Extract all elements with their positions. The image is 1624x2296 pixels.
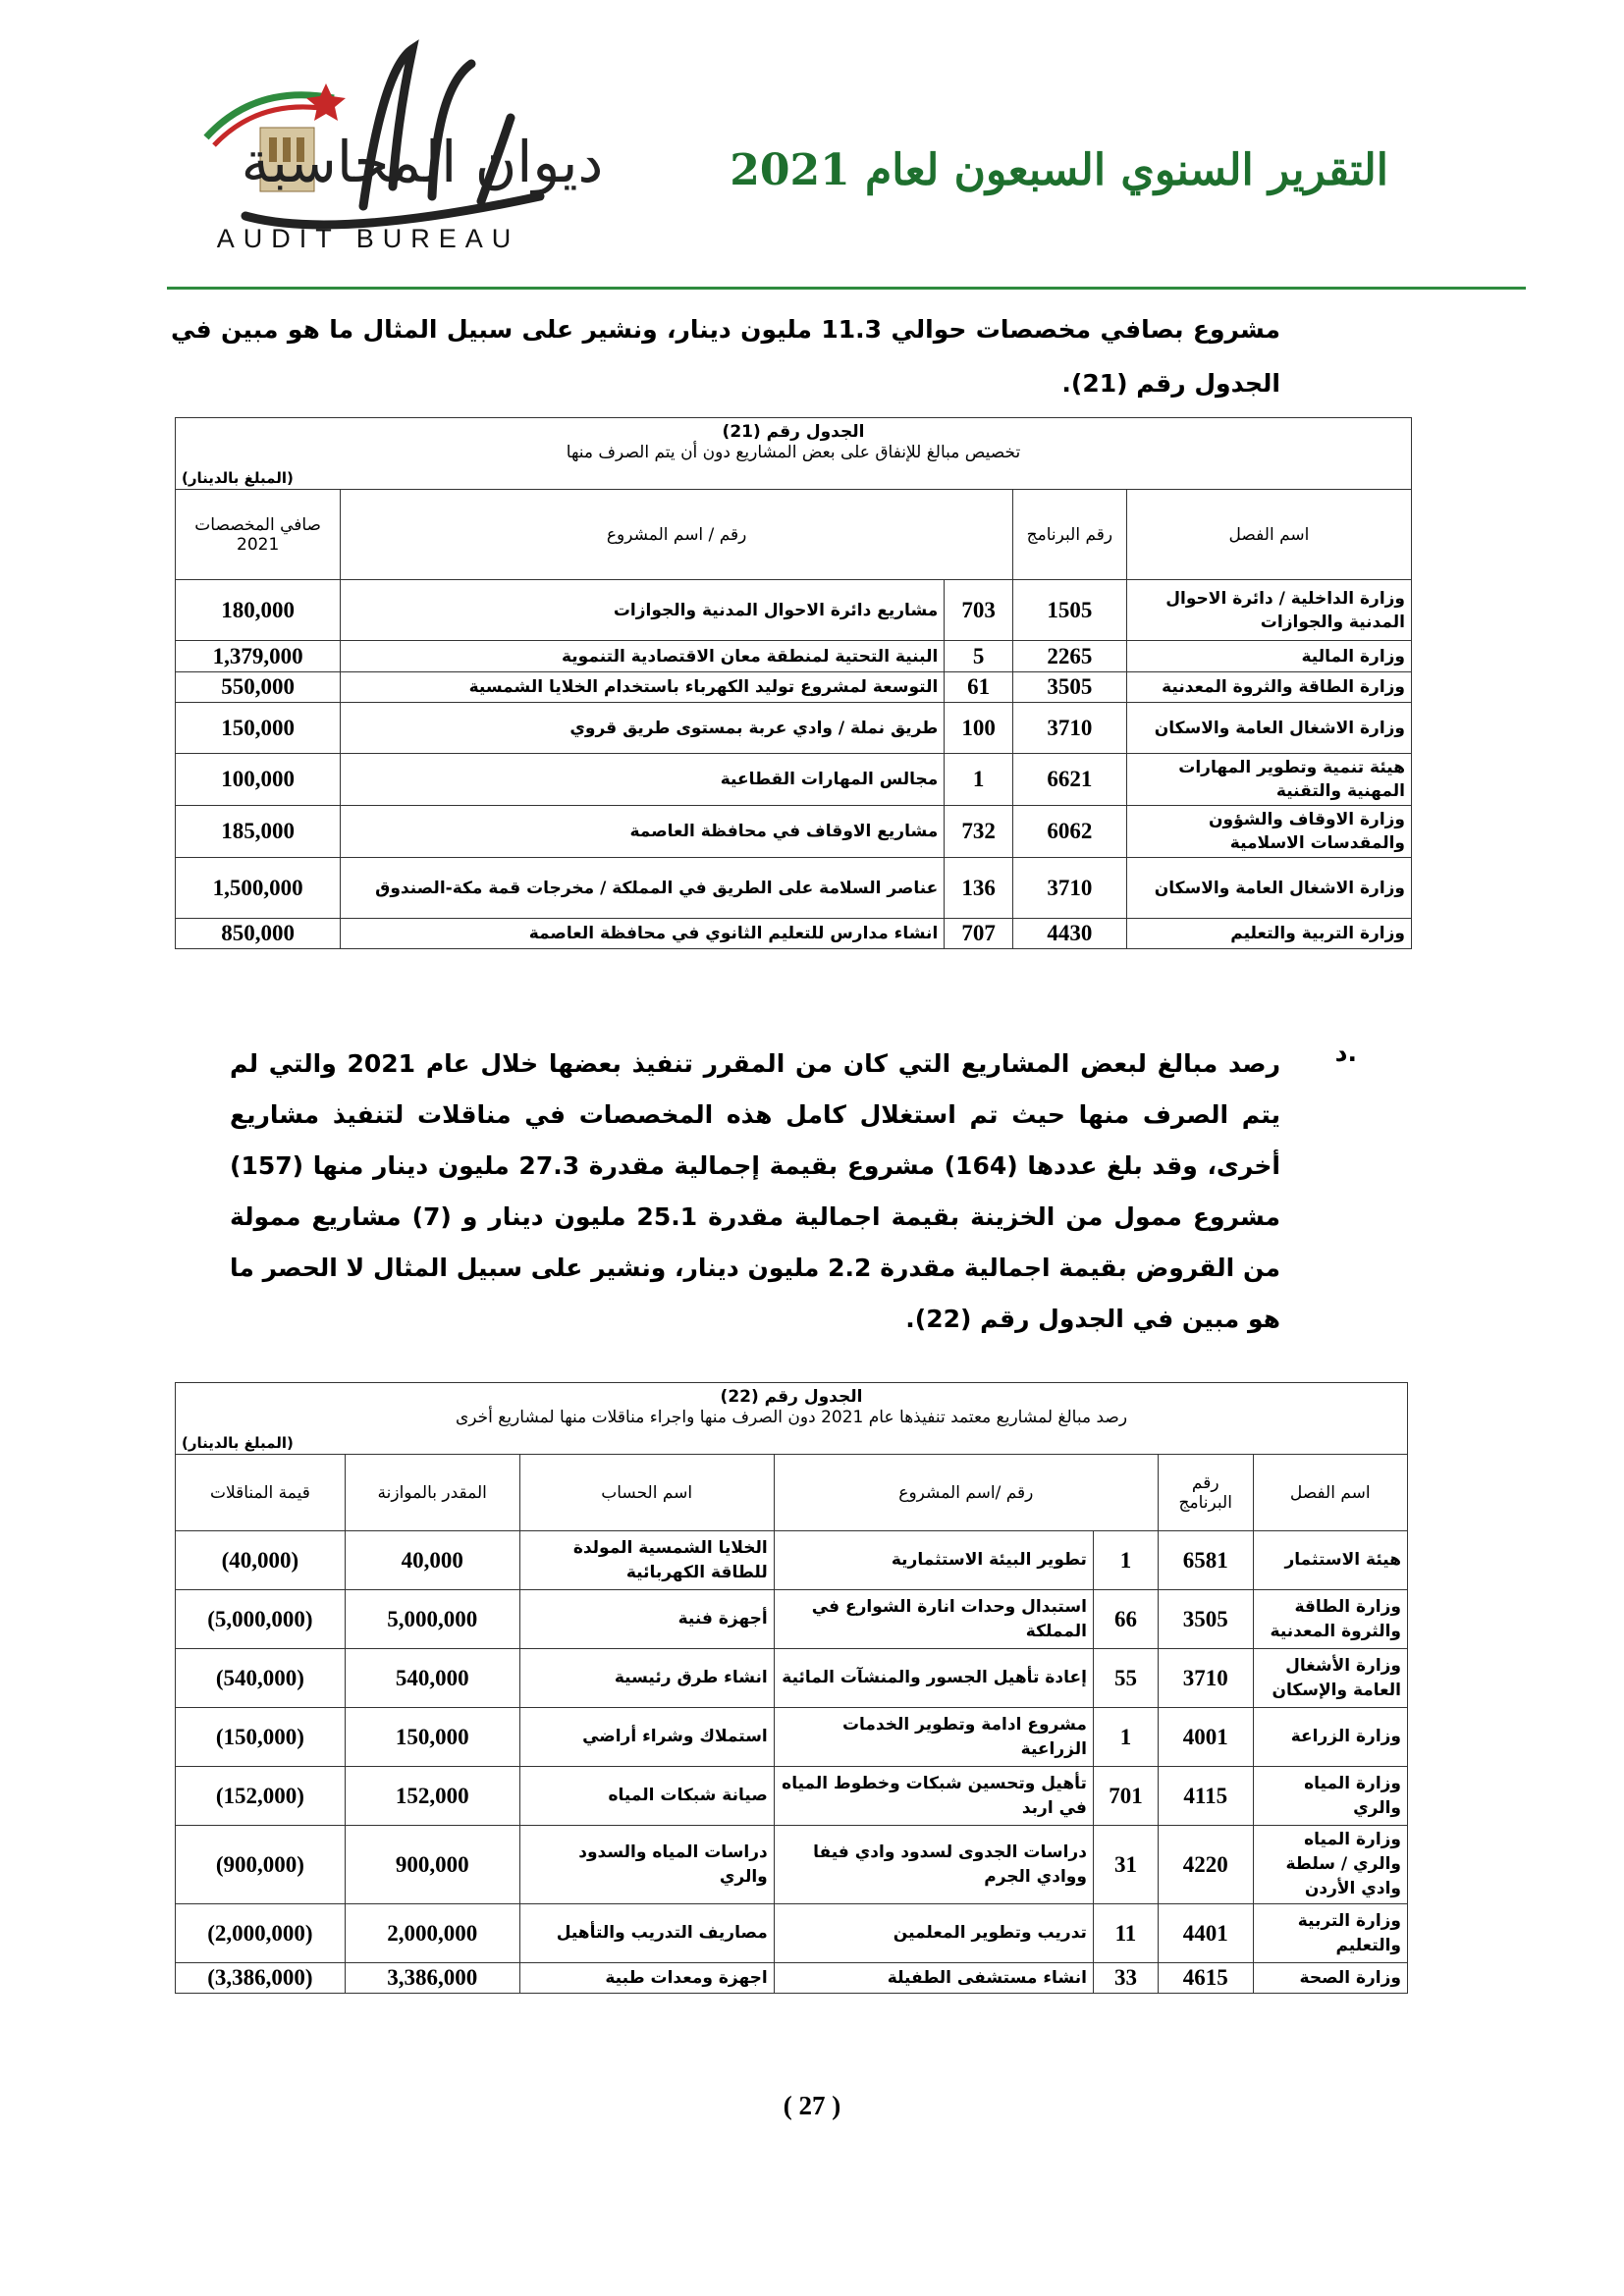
cell-program: 4430 [1012,919,1126,949]
table-row [176,1531,1408,1590]
cell-project-name: التوسعة لمشروع توليد الكهرباء باستخدام الخلايا الشمسية [341,672,945,703]
cell-account-name: صيانة شبكات المياه [519,1767,774,1826]
cell-budget: 5,000,000 [345,1590,519,1649]
cell-account-name: دراسات المياه والسدود والري [519,1826,774,1904]
table-row [176,754,1412,806]
cell-transfer: (150,000) [176,1708,346,1767]
cell-project-name: مشاريع الاوقاف في محافظة العاصمة [341,806,945,858]
cell-transfer: (5,000,000) [176,1590,346,1649]
paragraph-transfers: رصد مبالغ لبعض المشاريع التي كان من المقرر تنفيذ بعضها خلال عام 2021 والتي لم يتم الصرف منها حيث تم استغلال كامل هذه المخصصات في مناقلات لتنفيذ مشاريع أخرى، وقد بلغ عددها (164) مشروع بقيمة إجمالية مقدرة 27.3 مليون دينار منها (157) مشروع ممول من الخزينة بقيمة اجمالية مقدرة 25.1 مليون دينار و (7) مشاريع ممولة من القروض بقيمة اجمالية مقدرة 2.2 مليون دينار، ونشير على سبيل المثال لا الحصر ما هو مبين في الجدول رقم (22). [230,1049,1280,1333]
cell-budget: 2,000,000 [345,1904,519,1963]
cell-budget: 3,386,000 [345,1963,519,1994]
cell-program: 2265 [1012,641,1126,672]
cell-account-name: مصاريف التدريب والتأهيل [519,1904,774,1963]
page-number: ( 27 ) [783,2091,841,2120]
col-header-budget: المقدر بالموازنة [345,1455,519,1531]
cell-transfer: (3,386,000) [176,1963,346,1994]
cell-program: 6581 [1158,1531,1253,1590]
cell-account-name: الخلايا الشمسية المولدة للطاقة الكهربائية [519,1531,774,1590]
col-header-chapter: اسم الفصل [1126,490,1411,580]
cell-project-name: تدريب وتطوير المعلمين [774,1904,1093,1963]
col-header-transfer: قيمة المناقلات [176,1455,346,1531]
cell-net-allocation: 150,000 [176,703,341,754]
table-22-unit: (المبلغ بالدينار) [176,1432,1408,1455]
table-row [176,580,1412,641]
cell-project-name: انشاء مستشفى الطفيلة [774,1963,1093,1994]
cell-transfer: (540,000) [176,1649,346,1708]
table-row [176,672,1412,703]
cell-project-number: 1 [1093,1531,1158,1590]
col-header-account: اسم الحساب [519,1455,774,1531]
cell-program: 4001 [1158,1708,1253,1767]
table-row [176,703,1412,754]
paragraph-intro: مشروع بصافي مخصصات حوالي 11.3 مليون دينار، ونشير على سبيل المثال ما هو مبين في الجدول رقم (21). [171,315,1280,398]
list-marker-d: د. [1334,1039,1357,1067]
cell-chapter: وزارة الاوقاف والشؤون والمقدسات الاسلامية [1126,806,1411,858]
cell-program: 1505 [1012,580,1126,641]
cell-project-number: 55 [1093,1649,1158,1708]
cell-project-name: طريق نملة / وادي عربة بمستوى طريق قروي [341,703,945,754]
cell-budget: 540,000 [345,1649,519,1708]
table-21 [175,417,1412,949]
cell-chapter: وزارة التربية والتعليم [1126,919,1411,949]
cell-program: 6062 [1012,806,1126,858]
cell-chapter: وزارة المالية [1126,641,1411,672]
cell-net-allocation: 550,000 [176,672,341,703]
table-row [176,1826,1408,1904]
cell-chapter: هيئة تنمية وتطوير المهارات المهنية والتقنية [1126,754,1411,806]
cell-transfer: (40,000) [176,1531,346,1590]
cell-project-name: إعادة تأهيل الجسور والمنشآت المائية [774,1649,1093,1708]
cell-chapter: وزارة المياه والري / سلطة وادي الأردن [1253,1826,1408,1904]
cell-net-allocation: 185,000 [176,806,341,858]
cell-project-number: 1 [945,754,1013,806]
table-21-caption: الجدول رقم (21) تخصيص مبالغ للإنفاق على بعض المشاريع دون أن يتم الصرف منها [176,418,1412,468]
cell-program: 4220 [1158,1826,1253,1904]
cell-chapter: وزارة التربية والتعليم [1253,1904,1408,1963]
cell-program: 4115 [1158,1767,1253,1826]
cell-net-allocation: 1,500,000 [176,858,341,919]
col-header-program: رقم البرنامج [1158,1455,1253,1531]
cell-project-number: 1 [1093,1708,1158,1767]
cell-budget: 150,000 [345,1708,519,1767]
cell-program: 3710 [1158,1649,1253,1708]
cell-project-number: 703 [945,580,1013,641]
cell-account-name: استملاك وشراء أراضي [519,1708,774,1767]
cell-budget: 40,000 [345,1531,519,1590]
cell-project-name: استبدال وحدات انارة الشوارع في المملكة [774,1590,1093,1649]
cell-project-name: مشروع ادامة وتطوير الخدمات الزراعية [774,1708,1093,1767]
cell-transfer: (2,000,000) [176,1904,346,1963]
col-header-net: صافي المخصصات 2021 [176,490,341,580]
col-header-project: رقم / اسم المشروع [341,490,1013,580]
cell-project-number: 707 [945,919,1013,949]
cell-net-allocation: 100,000 [176,754,341,806]
table-row [176,806,1412,858]
cell-project-number: 5 [945,641,1013,672]
cell-account-name: أجهزة فنية [519,1590,774,1649]
cell-project-number: 11 [1093,1904,1158,1963]
table-22-caption: الجدول رقم (22) رصد مبالغ لمشاريع معتمد تنفيذها عام 2021 دون الصرف منها واجراء مناقلات منها لمشاريع أخرى [176,1383,1408,1433]
cell-transfer: (152,000) [176,1767,346,1826]
cell-account-name: اجهزة ومعدات طبية [519,1963,774,1994]
table-row [176,919,1412,949]
cell-project-number: 732 [945,806,1013,858]
cell-project-number: 31 [1093,1826,1158,1904]
cell-program: 4401 [1158,1904,1253,1963]
logo-english-text: AUDIT BUREAU [216,224,520,253]
report-title: التقرير السنوي السبعون لعام 2021 [730,145,1388,195]
cell-project-number: 33 [1093,1963,1158,1994]
cell-account-name: انشاء طرق رئيسية [519,1649,774,1708]
cell-chapter: وزارة الطاقة والثروة المعدنية [1253,1590,1408,1649]
cell-chapter: وزارة الصحة [1253,1963,1408,1994]
cell-chapter: وزارة المياه والري [1253,1767,1408,1826]
cell-transfer: (900,000) [176,1826,346,1904]
table-22 [175,1382,1408,1994]
cell-project-number: 66 [1093,1590,1158,1649]
cell-project-name: عناصر السلامة على الطريق في المملكة / مخرجات قمة مكة-الصندوق [341,858,945,919]
cell-net-allocation: 1,379,000 [176,641,341,672]
cell-project-number: 61 [945,672,1013,703]
cell-chapter: وزارة الزراعة [1253,1708,1408,1767]
cell-project-number: 136 [945,858,1013,919]
table-row [176,641,1412,672]
table-21-unit: (المبلغ بالدينار) [176,467,1412,490]
cell-budget: 900,000 [345,1826,519,1904]
cell-net-allocation: 180,000 [176,580,341,641]
header-divider [167,287,1526,290]
col-header-chapter: اسم الفصل [1253,1455,1408,1531]
cell-chapter: وزارة الاشغال العامة والاسكان [1126,858,1411,919]
table-row [176,1649,1408,1708]
cell-program: 4615 [1158,1963,1253,1994]
cell-net-allocation: 850,000 [176,919,341,949]
cell-project-name: تأهيل وتحسين شبكات وخطوط المياه في اربد [774,1767,1093,1826]
cell-chapter: هيئة الاستثمار [1253,1531,1408,1590]
table-row [176,1767,1408,1826]
table-row [176,1904,1408,1963]
cell-project-name: البنية التحتية لمنطقة معان الاقتصادية التنموية [341,641,945,672]
svg-text:ديوان المحاسبة: ديوان المحاسبة [241,129,604,195]
col-header-program: رقم البرنامج [1012,490,1126,580]
cell-program: 3710 [1012,858,1126,919]
cell-project-name: تطوير البيئة الاستثمارية [774,1531,1093,1590]
table-row [176,1708,1408,1767]
table-row [176,1590,1408,1649]
col-header-project: رقم /اسم المشروع [774,1455,1158,1531]
cell-project-name: انشاء مدارس للتعليم الثانوي في محافظة العاصمة [341,919,945,949]
cell-program: 3505 [1158,1590,1253,1649]
cell-project-name: دراسات الجدوى لسدود وادي فيفا ووادي الجرم [774,1826,1093,1904]
cell-project-number: 701 [1093,1767,1158,1826]
page-header [0,0,1624,294]
cell-chapter: وزارة الاشغال العامة والاسكان [1126,703,1411,754]
cell-budget: 152,000 [345,1767,519,1826]
cell-project-number: 100 [945,703,1013,754]
cell-chapter: وزارة الأشغال العامة والإسكان [1253,1649,1408,1708]
cell-program: 6621 [1012,754,1126,806]
cell-chapter: وزارة الداخلية / دائرة الاحوال المدنية والجوازات [1126,580,1411,641]
table-row [176,858,1412,919]
table-row [176,1963,1408,1994]
cell-project-name: مشاريع دائرة الاحوال المدنية والجوازات [341,580,945,641]
cell-program: 3710 [1012,703,1126,754]
cell-program: 3505 [1012,672,1126,703]
cell-chapter: وزارة الطاقة والثروة المعدنية [1126,672,1411,703]
cell-project-name: مجالس المهارات القطاعية [341,754,945,806]
